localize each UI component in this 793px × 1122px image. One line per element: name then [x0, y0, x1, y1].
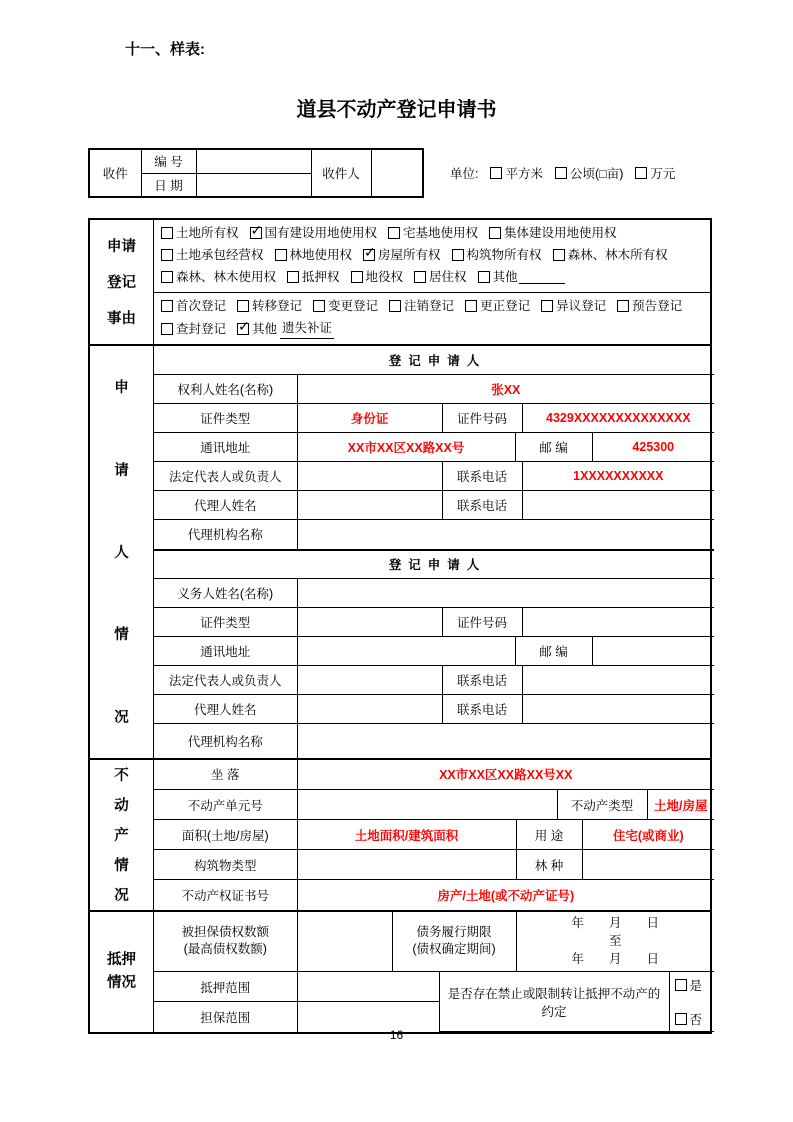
checkbox-label: 构筑物所有权 — [466, 248, 542, 262]
checkbox-icon — [553, 249, 565, 261]
property-section — [90, 758, 710, 910]
checkbox-label: 林地使用权 — [289, 248, 353, 262]
agent-phone-label: 联系电话 — [442, 491, 522, 520]
unit-label: 单位: — [450, 167, 479, 181]
agent-name-label: 代理人姓名 — [154, 695, 297, 724]
cert-no-label: 证件号码 — [442, 404, 522, 433]
rights-line-1 — [161, 223, 703, 245]
checkbox-option — [478, 267, 565, 287]
cert-no-label: 证件号码 — [442, 608, 522, 637]
checkbox-option — [465, 296, 530, 316]
legal-rep-label: 法定代表人或负责人 — [154, 462, 297, 491]
area-label: 面积(土地/房屋) — [154, 820, 297, 850]
postcode-value: 425300 — [592, 433, 714, 462]
checkbox-icon — [555, 167, 567, 179]
checkbox-option — [490, 164, 543, 182]
property-type-value: 土地/房屋 — [647, 790, 714, 820]
agent-name-label: 代理人姓名 — [154, 491, 297, 520]
checkbox-option — [555, 164, 623, 182]
postcode-label: 邮 编 — [515, 637, 592, 666]
applicant-section-header: 申 请 人 情 况 — [90, 346, 154, 758]
checked-checkbox-icon — [237, 323, 249, 335]
checkbox-label: 异议登记 — [556, 299, 607, 313]
use-label: 用 途 — [516, 820, 582, 850]
checkbox-option — [617, 296, 682, 316]
location-value: XX市XX区XX路XX号XX — [297, 760, 714, 790]
recipient-value — [371, 149, 423, 197]
checkbox-option — [452, 245, 542, 265]
date-to-word: 至 — [609, 934, 622, 949]
checkbox-option — [489, 223, 617, 243]
agency-name-label: 代理机构名称 — [154, 724, 297, 758]
mortgage-section-header: 抵押 情况 — [90, 912, 154, 1033]
checkbox-option — [275, 245, 353, 265]
address-label: 通讯地址 — [154, 637, 297, 666]
checkbox-option — [389, 296, 454, 316]
applicant-section — [90, 344, 710, 758]
checkbox-icon — [161, 271, 173, 283]
property-section-header: 不 动 产 情 况 — [90, 760, 154, 910]
cert-no-value: 4329XXXXXXXXXXXXXX — [522, 404, 714, 433]
rights-checkbox-block — [154, 220, 710, 293]
checkbox-label: 宅基地使用权 — [403, 226, 479, 240]
property-type-label: 不动产类型 — [557, 790, 647, 820]
checkbox-option — [351, 267, 404, 287]
checkbox-icon — [635, 167, 647, 179]
checkbox-icon — [490, 167, 502, 179]
debt-term-label: 债务履行期限 (债权确定期间) — [392, 912, 516, 972]
checkbox-label: 平方米 — [505, 167, 543, 181]
checkbox-label: 注销登记 — [404, 299, 455, 313]
receipt-strip — [88, 148, 712, 198]
checkbox-label: 森林、林木所有权 — [567, 248, 668, 262]
agency-name-label: 代理机构名称 — [154, 520, 297, 549]
address-value: XX市XX区XX路XX号 — [297, 433, 515, 462]
legal-rep-value — [297, 666, 442, 695]
agency-name-value — [297, 724, 714, 758]
checkbox-option — [161, 245, 264, 265]
checkbox-label: 集体建设用地使用权 — [504, 226, 617, 240]
checkbox-label: 其他 — [492, 270, 518, 284]
area-value: 土地面积/建筑面积 — [297, 820, 516, 850]
phone-value — [522, 666, 714, 695]
postcode-label: 邮 编 — [515, 433, 592, 462]
postcode-value — [592, 637, 714, 666]
reason-section — [90, 220, 710, 344]
checkbox-label: 房屋所有权 — [378, 248, 441, 262]
registration-type-block — [154, 293, 710, 344]
checkbox-icon — [414, 271, 426, 283]
checkbox-option — [313, 296, 378, 316]
checkbox-label: 土地承包经营权 — [176, 248, 264, 262]
agency-name-value — [297, 520, 714, 549]
receipt-no-label: 编 号 — [141, 149, 196, 173]
phone-label: 联系电话 — [442, 666, 522, 695]
mortgage-scope-value — [297, 972, 439, 1002]
unit-no-value — [297, 790, 557, 820]
right-holder-name-label: 权利人姓名(名称) — [154, 375, 297, 404]
checkbox-option — [388, 223, 478, 243]
cert-type-value: 身份证 — [297, 404, 442, 433]
transfer-restriction-yesno — [669, 972, 714, 1032]
mortgage-table — [154, 912, 714, 1033]
registration-type-line-1 — [161, 296, 703, 318]
checkbox-option — [250, 223, 378, 243]
guarantee-scope-label: 担保范围 — [154, 1002, 297, 1032]
checkbox-label: 森林、林木使用权 — [176, 270, 277, 284]
transfer-restriction-label: 是否存在禁止或限制转让抵押不动产的约定 — [439, 972, 669, 1032]
filled-in-text: 遗失补证 — [280, 318, 334, 339]
property-cert-value: 房产/土地(或不动产证号) — [297, 880, 714, 910]
agent-phone-value — [522, 695, 714, 724]
secured-amount-label: 被担保债权数额 (最高债权数额) — [154, 912, 297, 972]
checkbox-label: 否 — [689, 1012, 703, 1027]
location-label: 坐 落 — [154, 760, 297, 790]
phone-value: 1XXXXXXXXXX — [522, 462, 714, 491]
receipt-no-value — [196, 149, 311, 173]
blank-underline — [519, 271, 565, 284]
checkbox-option — [635, 164, 675, 182]
debt-term-dates — [516, 912, 714, 972]
address-label: 通讯地址 — [154, 433, 297, 462]
phone-label: 联系电话 — [442, 462, 522, 491]
checkbox-option — [553, 245, 668, 265]
receipt-date-value — [196, 173, 311, 197]
checkbox-label: 变更登记 — [328, 299, 379, 313]
checkbox-label: 查封登记 — [176, 321, 227, 336]
checkbox-icon — [275, 249, 287, 261]
obligor-name-label: 义务人姓名(名称) — [154, 579, 297, 608]
property-cert-label: 不动产权证书号 — [154, 880, 297, 910]
checkbox-option — [161, 296, 226, 316]
checkbox-label: 居住权 — [429, 270, 467, 284]
checkbox-option — [161, 267, 276, 287]
checkbox-label: 公顷(□亩) — [570, 167, 624, 181]
agent-phone-value — [522, 491, 714, 520]
checkbox-option — [414, 267, 467, 287]
receipt-label: 收件 — [89, 149, 141, 197]
rights-line-2 — [161, 245, 703, 267]
date-to: 年 月 日 — [571, 952, 660, 967]
guarantee-scope-value — [297, 1002, 439, 1032]
page-title: 道县不动产登记申请书 — [296, 99, 497, 121]
checkbox-icon — [541, 300, 553, 312]
checkbox-icon — [351, 271, 363, 283]
checkbox-label: 更正登记 — [480, 299, 531, 313]
checkbox-label: 地役权 — [365, 270, 404, 284]
checkbox-icon — [389, 300, 401, 312]
cert-type-label: 证件类型 — [154, 608, 297, 637]
receipt-table — [88, 148, 424, 198]
checkbox-icon — [388, 227, 400, 239]
checkbox-label: 是 — [689, 978, 703, 993]
checkbox-option — [161, 223, 239, 243]
checkbox-icon — [617, 300, 629, 312]
checkbox-icon — [237, 300, 249, 312]
forest-kind-value — [582, 850, 714, 880]
checkbox-label: 土地所有权 — [176, 226, 239, 240]
checkbox-label: 抵押权 — [302, 270, 340, 284]
agent-phone-label: 联系电话 — [442, 695, 522, 724]
obligor-name-value — [297, 579, 714, 608]
property-table — [154, 760, 714, 910]
checkbox-icon — [161, 323, 173, 335]
checkbox-icon — [478, 271, 490, 283]
checkbox-icon — [465, 300, 477, 312]
recipient-label: 收件人 — [311, 149, 371, 197]
checkbox-option — [161, 319, 226, 339]
unit-line — [450, 164, 675, 182]
checked-checkbox-icon — [250, 227, 262, 239]
rights-line-3 — [161, 267, 703, 289]
use-value: 住宅(或商业) — [582, 820, 714, 850]
checkbox-label: 首次登记 — [176, 299, 227, 313]
registration-type-line-2 — [161, 318, 703, 341]
applicant-group1-table — [154, 346, 714, 549]
secured-amount-value — [297, 912, 392, 972]
checkbox-icon — [675, 1013, 687, 1025]
checkbox-icon — [452, 249, 464, 261]
receipt-date-label: 日 期 — [141, 173, 196, 197]
checked-checkbox-icon — [363, 249, 375, 261]
group2-title: 登记申请人 — [154, 550, 714, 579]
checkbox-icon — [489, 227, 501, 239]
checkbox-option — [287, 267, 340, 287]
checkbox-label: 转移登记 — [252, 299, 303, 313]
cert-type-label: 证件类型 — [154, 404, 297, 433]
date-from: 年 月 日 — [571, 916, 660, 931]
section-heading: 十一、样表: — [125, 41, 205, 58]
cert-no-value — [522, 608, 714, 637]
checkbox-icon — [313, 300, 325, 312]
reason-section-header: 申请 登记 事由 — [90, 220, 154, 344]
checkbox-option — [237, 318, 334, 339]
checkbox-icon — [675, 979, 687, 991]
checkbox-icon — [161, 227, 173, 239]
legal-rep-value — [297, 462, 442, 491]
checkbox-option — [675, 1010, 703, 1028]
page-number: 16 — [389, 1028, 404, 1042]
checkbox-label: 国有建设用地使用权 — [264, 226, 378, 240]
mortgage-scope-label: 抵押范围 — [154, 972, 297, 1002]
agent-name-value — [297, 491, 442, 520]
checkbox-option — [363, 245, 441, 265]
right-holder-name-value: 张XX — [297, 375, 714, 404]
mortgage-section — [90, 910, 710, 1033]
group1-title: 登记申请人 — [154, 346, 714, 375]
legal-rep-label: 法定代表人或负责人 — [154, 666, 297, 695]
checkbox-label: 预告登记 — [632, 299, 683, 313]
agent-name-value — [297, 695, 442, 724]
address-value — [297, 637, 515, 666]
checkbox-icon — [161, 300, 173, 312]
structure-type-value — [297, 850, 516, 880]
checkbox-label: 万元 — [650, 167, 676, 181]
unit-no-label: 不动产单元号 — [154, 790, 297, 820]
forest-kind-label: 林 种 — [516, 850, 582, 880]
checkbox-label: 其他 — [252, 321, 278, 336]
application-form — [88, 218, 712, 1034]
cert-type-value — [297, 608, 442, 637]
checkbox-icon — [161, 249, 173, 261]
applicant-group2-table — [154, 549, 714, 758]
structure-type-label: 构筑物类型 — [154, 850, 297, 880]
checkbox-option — [541, 296, 606, 316]
checkbox-option — [675, 976, 703, 994]
checkbox-icon — [287, 271, 299, 283]
checkbox-option — [237, 296, 302, 316]
